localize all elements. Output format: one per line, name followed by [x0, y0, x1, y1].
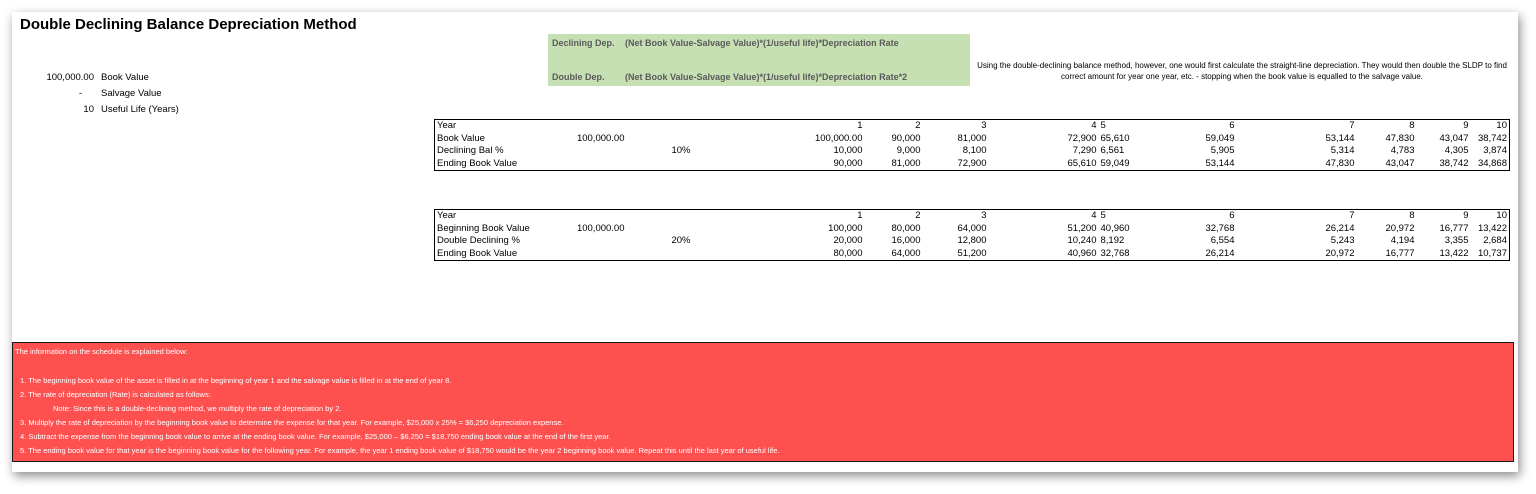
year-value-cell[interactable]: 16,777 [1385, 247, 1415, 259]
year-value-cell[interactable]: 10,240 [1067, 235, 1097, 247]
year-value-cell[interactable]: 32,768 [1100, 247, 1130, 259]
row-label-cell[interactable]: Beginning Book Value [437, 222, 530, 234]
rate-cell[interactable] [627, 210, 693, 223]
input-value: 10 [83, 104, 94, 115]
formula-key: Double Dep. [552, 72, 605, 82]
table-row [435, 133, 1510, 146]
input-value: - [78, 88, 82, 99]
year-value-cell[interactable]: 53,144 [1325, 132, 1355, 144]
row-label-cell[interactable]: Declining Bal % [437, 145, 504, 157]
year-value-cell[interactable]: 26,214 [1205, 247, 1235, 259]
row-label-cell[interactable]: Year [437, 210, 457, 222]
year-value-cell[interactable]: 9 [1463, 120, 1469, 132]
year-value-cell[interactable]: 4 [1091, 210, 1097, 222]
note-line: 1. The beginning book value of the asset is filled in at the beginning of year 1 and the salvage value is filled in at the end of year 8. [20, 376, 452, 385]
notes-header: The information on the schedule is explained below: [15, 347, 188, 356]
year-value-cell[interactable]: 4,194 [1390, 235, 1415, 247]
year-value-cell[interactable]: 8 [1409, 120, 1415, 132]
year-value-cell[interactable]: 90,000 [891, 132, 921, 144]
year-value-cell[interactable]: 65,610 [1100, 132, 1130, 144]
year-value-cell[interactable]: 4,783 [1390, 145, 1415, 157]
year-value-cell[interactable]: 47,830 [1325, 157, 1355, 169]
year-value-cell[interactable]: 8 [1409, 210, 1415, 222]
year-value-cell[interactable]: 10,000 [833, 145, 863, 157]
year-value-cell[interactable]: 12,800 [957, 235, 987, 247]
year-value-cell[interactable]: 5 [1100, 210, 1106, 222]
year-value-cell[interactable]: 5,905 [1210, 145, 1235, 157]
row-label-cell[interactable]: Double Declining % [437, 235, 520, 247]
year-value-cell[interactable]: 7 [1349, 210, 1355, 222]
formula-box [548, 34, 970, 86]
rate-cell[interactable]: 10% [671, 145, 691, 157]
year-value-cell[interactable]: 64,000 [891, 247, 921, 259]
notes-box[interactable] [12, 342, 1514, 462]
year-value-cell[interactable]: 10 [1496, 210, 1507, 222]
year-value-cell[interactable]: 3 [981, 120, 987, 132]
year-value-cell[interactable]: 40,960 [1067, 247, 1097, 259]
row-label-cell[interactable]: Ending Book Value [437, 247, 518, 259]
row-label-cell[interactable]: Year [437, 120, 457, 132]
year-value-cell[interactable]: 100,000.00 [814, 132, 863, 144]
base-value-cell[interactable] [567, 235, 627, 248]
year-value-cell[interactable]: 3 [981, 210, 987, 222]
year-value-cell[interactable]: 8,100 [962, 145, 987, 157]
row-label-cell[interactable]: Ending Book Value [437, 157, 518, 169]
year-value-cell[interactable]: 13,422 [1477, 222, 1507, 234]
year-value-cell[interactable]: 6 [1229, 120, 1235, 132]
year-value-cell[interactable]: 20,972 [1325, 247, 1355, 259]
table-row [435, 248, 1510, 261]
note-line: 4. Subtract the expense from the beginning book value to arrive at the ending book value. For example, $25,000 – $6,250 = $18,750 ending book value at the end of the first year. [20, 432, 611, 441]
base-value-cell[interactable] [567, 120, 627, 133]
year-value-cell[interactable]: 7 [1349, 120, 1355, 132]
year-value-cell[interactable]: 26,214 [1325, 222, 1355, 234]
year-value-cell[interactable]: 59,049 [1205, 132, 1235, 144]
year-value-cell[interactable]: 4 [1091, 120, 1097, 132]
year-value-cell[interactable]: 3,874 [1483, 145, 1507, 157]
year-value-cell[interactable]: 6,561 [1100, 145, 1125, 157]
year-value-cell[interactable]: 72,900 [957, 157, 987, 169]
year-value-cell[interactable]: 8,192 [1100, 235, 1125, 247]
year-value-cell[interactable]: 10,737 [1477, 247, 1507, 259]
base-value-cell[interactable]: 100,000.00 [576, 132, 625, 144]
formula-double[interactable] [552, 72, 907, 82]
year-value-cell[interactable]: 32,768 [1205, 222, 1235, 234]
table-row [435, 158, 1510, 171]
year-value-cell[interactable]: 5 [1100, 120, 1106, 132]
rate-cell[interactable] [627, 248, 693, 261]
formula-key: Declining Dep. [552, 38, 615, 48]
input-label: Book Value [101, 72, 149, 83]
formula-expr: (Net Book Value-Salvage Value)*(1/useful life)*Depreciation Rate*2 [625, 72, 908, 82]
year-value-cell[interactable]: 43,047 [1439, 132, 1469, 144]
year-value-cell[interactable]: 65,610 [1067, 157, 1097, 169]
year-value-cell[interactable]: 53,144 [1205, 157, 1235, 169]
table-row [435, 235, 1510, 248]
year-value-cell[interactable]: 47,830 [1385, 132, 1415, 144]
year-value-cell[interactable]: 10 [1496, 120, 1507, 132]
note-line: 5. The ending book value for that year is the beginning book value for the following year. For example, the year 1 ending book value of $18,750 would be the year 2 beginning book value. Repeat this until the last year of useful life. [20, 446, 780, 455]
table-row [435, 210, 1510, 223]
year-value-cell[interactable]: 59,049 [1100, 157, 1130, 169]
table-row [435, 145, 1510, 158]
year-value-cell[interactable]: 13,422 [1439, 247, 1469, 259]
year-value-cell[interactable]: 9 [1463, 210, 1469, 222]
year-value-cell[interactable]: 6 [1229, 210, 1235, 222]
input-value: 100,000.00 [46, 72, 94, 83]
year-value-cell[interactable]: 5,314 [1330, 145, 1355, 157]
year-value-cell[interactable]: 34,868 [1477, 157, 1507, 169]
rate-cell[interactable] [627, 133, 693, 146]
formula-declining[interactable] [552, 38, 899, 48]
year-value-cell[interactable]: 38,742 [1477, 132, 1507, 144]
base-value-cell[interactable] [567, 210, 627, 223]
double-declining-table [434, 209, 1510, 261]
year-value-cell[interactable]: 1 [857, 210, 863, 222]
note-line: Note: Since this is a double-declining method, we multiply the rate of depreciation by 2. [53, 404, 342, 413]
year-value-cell[interactable]: 100,000 [828, 222, 863, 234]
year-value-cell[interactable]: 2 [915, 210, 921, 222]
year-value-cell[interactable]: 3,355 [1444, 235, 1469, 247]
year-value-cell[interactable]: 9,000 [896, 145, 921, 157]
year-value-cell[interactable]: 43,047 [1385, 157, 1415, 169]
base-value-cell[interactable] [567, 248, 627, 261]
year-value-cell[interactable]: 81,000 [957, 132, 987, 144]
year-value-cell[interactable]: 64,000 [957, 222, 987, 234]
year-value-cell[interactable]: 40,960 [1100, 222, 1130, 234]
year-value-cell[interactable]: 16,777 [1439, 222, 1469, 234]
declining-balance-table [434, 119, 1510, 171]
table-row [435, 223, 1510, 236]
year-value-cell[interactable]: 4,305 [1444, 145, 1469, 157]
input-label: Salvage Value [101, 88, 162, 99]
formula-expr: (Net Book Value-Salvage Value)*(1/useful life)*Depreciation Rate [625, 38, 899, 48]
base-value-cell[interactable] [567, 158, 627, 171]
rate-cell[interactable]: 20% [671, 235, 691, 247]
year-value-cell[interactable]: 20,000 [833, 235, 863, 247]
base-value-cell[interactable] [567, 145, 627, 158]
year-value-cell[interactable]: 80,000 [891, 222, 921, 234]
input-label: Useful Life (Years) [101, 104, 179, 115]
note-line: 2. The rate of depreciation (Rate) is calculated as follows: [20, 390, 211, 399]
year-value-cell[interactable]: 90,000 [833, 157, 863, 169]
rate-cell[interactable] [627, 223, 693, 236]
rate-cell[interactable] [627, 120, 693, 133]
year-value-cell[interactable]: 20,972 [1385, 222, 1415, 234]
year-value-cell[interactable]: 7,290 [1072, 145, 1097, 157]
year-value-cell[interactable]: 5,243 [1330, 235, 1355, 247]
year-value-cell[interactable]: 6,554 [1210, 235, 1235, 247]
row-label-cell[interactable]: Book Value [437, 132, 485, 144]
year-value-cell[interactable]: 51,200 [957, 247, 987, 259]
table-row [435, 120, 1510, 133]
year-value-cell[interactable]: 81,000 [891, 157, 921, 169]
year-value-cell[interactable]: 16,000 [891, 235, 921, 247]
spreadsheet-sheet [12, 12, 1518, 472]
rate-cell[interactable] [627, 158, 693, 171]
note-line: 3. Multiply the rate of depreciation by the beginning book value to determine the expense for that year. For example, $25,000 x 25% = $6,250 depreciation expense. [20, 418, 564, 427]
method-explanation[interactable]: Using the double-declining balance method, however, one would first calculate the straight-line depreciation. They would then double the SLDP to find correct amount for year one year, etc. - stopping when the book value is equalled to the salvage value. [977, 61, 1507, 81]
year-value-cell[interactable]: 80,000 [833, 247, 863, 259]
sheet-title: Double Declining Balance Depreciation Method [20, 16, 357, 33]
year-value-cell[interactable]: 51,200 [1067, 222, 1097, 234]
year-value-cell[interactable]: 2 [915, 120, 921, 132]
base-value-cell[interactable]: 100,000.00 [576, 222, 625, 234]
year-value-cell[interactable]: 72,900 [1067, 132, 1097, 144]
year-value-cell[interactable]: 1 [857, 120, 863, 132]
year-value-cell[interactable]: 38,742 [1439, 157, 1469, 169]
year-value-cell[interactable]: 2,684 [1483, 235, 1507, 247]
